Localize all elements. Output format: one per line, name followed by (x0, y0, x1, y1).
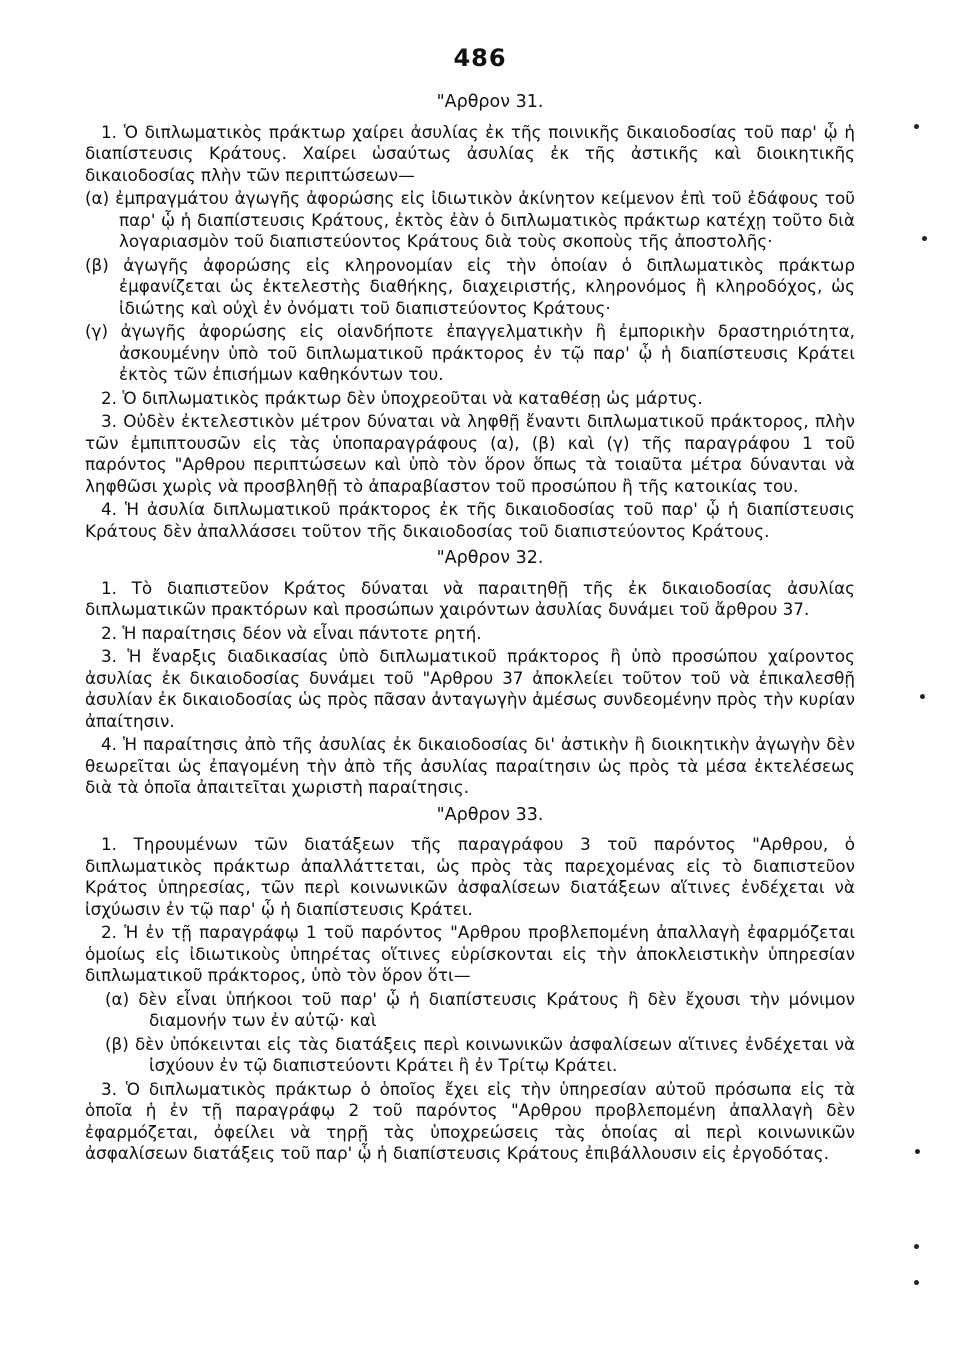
sub-paragraph: (γ) ἀγωγῆς ἀφορώσης εἰς οἱανδήποτε ἐπαγγελματικὴν ἢ ἐμπορικὴν δραστηριότητα, ἀσκουμένην ὑπὸ τοῦ διπλωματικοῦ πράκτορος ἐν τῷ παρ' ᾧ ἡ διαπίστευσις Κράτει ἐκτὸς τῶν ἐπισήμων καθηκόντων του. (85, 321, 855, 384)
paragraph: 4. Ἡ ἀσυλία διπλωματικοῦ πράκτορος ἐκ τῆς δικαιοδοσίας τοῦ παρ' ᾧ ἡ διαπίστευσις Κράτους δὲν ἀπαλλάσσει τοῦτον τῆς δικαιοδοσίας τοῦ διαπιστεύοντος Κράτους. (85, 499, 855, 541)
sub-paragraph: (β) ἀγωγῆς ἀφορώσης εἰς κληρονομίαν εἰς τὴν ὁποίαν ὁ διπλωματικὸς πράκτωρ ἐμφανίζεται ὡς ἐκτελεστὴς διαθήκης, διαχειριστής, κληρονόμος ἢ κληροδόχος, ὡς ἰδιώτης καὶ οὐχὶ ἐν ὀνόματι τοῦ διαπιστεύοντος Κράτους· (85, 254, 855, 318)
margin-mark: • (913, 1145, 922, 1161)
paragraph: 1. Τὸ διαπιστεῦον Κράτος δύναται νὰ παραιτηθῇ τῆς ἐκ δικαιοδοσίας ἀσυλίας διπλωματικῶν πρακτόρων καὶ προσώπων χαιρόντων ἀσυλίας δυνάμει τοῦ ἄρθρου 37. (85, 577, 855, 619)
paragraph: 4. Ἡ παραίτησις ἀπὸ τῆς ἀσυλίας ἐκ δικαιοδοσίας δι' ἀστικὴν ἢ διοικητικὴν ἀγωγὴν δὲν θεωρεῖται ὡς ἐπαγομένη τὴν ἀπὸ τῆς ἀσυλίας παραίτησιν ὡς πρὸς τὰ μέσα ἐκτελέσεως διὰ τὰ ὁποῖα ἀπαιτεῖται χωριστὴ παραίτησις. (85, 734, 855, 797)
sub-paragraph: (α) ἐμπραγμάτου ἀγωγῆς ἀφορώσης εἰς ἰδιωτικὸν ἀκίνητον κείμενον ἐπὶ τοῦ ἐδάφους τοῦ παρ' ᾧ ἡ διαπίστευσις Κράτους, ἐκτὸς ἐὰν ὁ διπλωματικὸς πράκτωρ κατέχῃ τοῦτο διὰ λογαριασμὸν τοῦ διαπιστεύοντος Κράτους διὰ τοὺς σκοποὺς τῆς ἀποστολῆς· (85, 188, 855, 251)
paragraph: 3. Ὁ διπλωματικὸς πράκτωρ ὁ ὁποῖος ἔχει εἰς τὴν ὑπηρεσίαν αὐτοῦ πρόσωπα εἰς τὰ ὁποῖα ἡ ἐν τῇ παραγράφῳ 2 τοῦ παρόντος "Αρθρου προβλεπομένη ἀπαλλαγὴ δὲν ἐφαρμόζεται, ὀφείλει νὰ τηρῇ τὰς ὑποχρεώσεις τὰς ὁποίας αἱ περὶ κοινωνικῶν ἀσφαλίσεων διατάξεις τοῦ παρ' ᾧ ἡ διαπίστευσις Κράτους ἐπιβάλλουσιν εἰς ἐργοδότας. (85, 1078, 855, 1163)
article-heading-33: "Αρθρον 33. (436, 804, 544, 825)
margin-mark: • (920, 232, 929, 248)
sub-paragraph: (β) δὲν ὑπόκεινται εἰς τὰς διατάξεις περὶ κοινωνικῶν ἀσφαλίσεων αἵτινες ἐνδέχεται νὰ ἰσχύουν ἐν τῷ διαπιστεύοντι Κράτει ἢ ἐν Τρίτῳ Κράτει. (105, 1033, 855, 1075)
margin-mark: • (912, 1240, 921, 1256)
article-heading-31: "Αρθρον 31. (436, 92, 544, 112)
paragraph: 3. Οὐδὲν ἐκτελεστικὸν μέτρον δύναται νὰ ληφθῇ ἔναντι διπλωματικοῦ πράκτορος, πλὴν τῶν ἐμπιπτουσῶν εἰς τὰς ὑποπαραγράφους (α), (β) καὶ (γ) τῆς παραγράφου 1 τοῦ παρόντος "Αρθρου περιπτώσεων καὶ ὑπὸ τὸν ὅρον ὅπως τὰ τοιαῦτα μέτρα δύνανται νὰ ληφθῶσι χωρὶς νὰ προσβληθῇ τὸ ἀπαραβίαστον τοῦ προσώπου ἢ τῆς κατοικίας του. (85, 411, 855, 496)
paragraph: 3. Ἡ ἔναρξις διαδικασίας ὑπὸ διπλωματικοῦ πράκτορος ἢ ὑπὸ προσώπου χαίροντος ἀσυλίας ἐκ δικαιοδοσίας δυνάμει τοῦ "Αρθρου 37 ἀποκλείει τοῦτον τοῦ νὰ ἐπικαλεσθῇ ἀσυλίαν ἐκ δικαιοδοσίας ὡς πρὸς πᾶσαν ἀνταγωγὴν ἀμέσως συνδεομένην πρὸς τὴν κυρίαν ἀπαίτησιν. (85, 646, 855, 731)
paragraph: 2. Ὁ διπλωματικὸς πράκτωρ δὲν ὑποχρεοῦται νὰ καταθέσῃ ὡς μάρτυς. (101, 387, 703, 408)
document-body (85, 86, 855, 1167)
article-heading-32: "Αρθρον 32. (436, 548, 544, 568)
paragraph: 1. Τηρουμένων τῶν διατάξεων τῆς παραγράφου 3 τοῦ παρόντος "Αρθρου, ὁ διπλωματικὸς πράκτωρ ἀπαλλάττεται, ὡς πρὸς τὰς παρεχομένας εἰς τὸ διαπιστεῦον Κράτος ὑπηρεσίας, τῶν περὶ κοινωνικῶν ἀσφαλίσεων διατάξεων αἵτινες ἐνδέχεται νὰ ἰσχύωσιν ἐν τῷ παρ' ᾧ ἡ διαπίστευσις Κράτει. (85, 834, 855, 919)
paragraph: 1. Ὁ διπλωματικὸς πράκτωρ χαίρει ἀσυλίας ἐκ τῆς ποινικῆς δικαιοδοσίας τοῦ παρ' ᾧ ἡ διαπίστευσις Κράτους. Χαίρει ὡσαύτως ἀσυλίας ἐκ τῆς ἀστικῆς καὶ διοικητικῆς δικαιοδοσίας πλὴν τῶν περιπτώσεων— (85, 121, 855, 185)
paragraph: 2. Ἡ ἐν τῇ παραγράφῳ 1 τοῦ παρόντος "Αρθρου προβλεπομένη ἀπαλλαγὴ ἐφαρμόζεται ὁμοίως εἰς ἰδιωτικοὺς ὑπηρέτας οἵτινες εὑρίσκονται εἰς τὴν ἀποκλειστικὴν ὑπηρεσίαν διπλωματικοῦ πράκτορος, ὑπὸ τὸν ὅρον ὅτι— (85, 922, 855, 985)
margin-mark: • (918, 690, 927, 706)
margin-mark: • (912, 1276, 921, 1292)
sub-paragraph: (α) δὲν εἶναι ὑπήκοοι τοῦ παρ' ᾧ ἡ διαπίστευσις Κράτους ἢ δὲν ἔχουσι τὴν μόνιμον διαμονήν των ἐν αὐτῷ· καὶ (105, 988, 855, 1030)
margin-mark: • (912, 120, 921, 136)
page-number: 486 (453, 44, 507, 72)
paragraph: 2. Ἡ παραίτησις δέον νὰ εἶναι πάντοτε ρητή. (101, 622, 482, 643)
